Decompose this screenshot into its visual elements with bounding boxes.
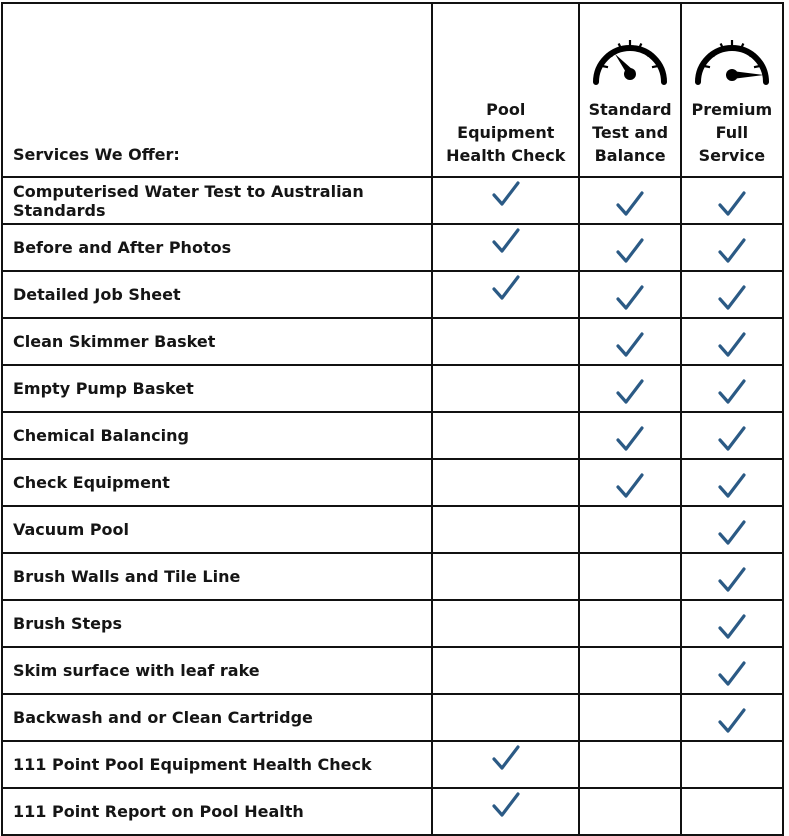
- service-name: Vacuum Pool: [2, 506, 432, 553]
- plan-header-premium: [681, 3, 783, 177]
- service-name: 111 Point Pool Equipment Health Check: [2, 741, 432, 788]
- checkmark-icon: [616, 332, 644, 358]
- plan-label-line: Health Check: [446, 146, 566, 165]
- plan-cell: [681, 694, 783, 741]
- checkmark-icon: [616, 426, 644, 452]
- services-heading: [2, 3, 432, 177]
- plan-cell: [681, 647, 783, 694]
- service-name: Detailed Job Sheet: [2, 271, 432, 318]
- table-row: [2, 318, 783, 365]
- plan-cell: [681, 365, 783, 412]
- plan-cell: [681, 177, 783, 224]
- checkmark-icon: [718, 379, 746, 405]
- plan-cell: [579, 647, 680, 694]
- checkmark-icon: [718, 661, 746, 687]
- plan-label-line: Standard: [588, 100, 672, 119]
- service-name: Check Equipment: [2, 459, 432, 506]
- plan-cell: [681, 741, 783, 788]
- plan-cell: [579, 365, 680, 412]
- plan-cell: [432, 600, 579, 647]
- plan-cell: [432, 365, 579, 412]
- plan-cell: [432, 318, 579, 365]
- table-row: [2, 506, 783, 553]
- gauge-max-icon: [690, 32, 774, 92]
- plan-cell: [579, 694, 680, 741]
- plan-cell: [681, 224, 783, 271]
- service-name: Before and After Photos: [2, 224, 432, 271]
- table-row: [2, 600, 783, 647]
- plan-label-line: Test and: [592, 123, 669, 142]
- plan-cell: [432, 177, 579, 224]
- plan-cell: [681, 271, 783, 318]
- service-name: Computerised Water Test to Australian Standards: [2, 177, 432, 224]
- service-name: 111 Point Report on Pool Health: [2, 788, 432, 835]
- checkmark-icon: [492, 181, 520, 207]
- checkmark-icon: [718, 473, 746, 499]
- plan-cell: [432, 506, 579, 553]
- table-row: [2, 412, 783, 459]
- checkmark-icon: [492, 792, 520, 818]
- plan-cell: [579, 177, 680, 224]
- table-row: [2, 271, 783, 318]
- checkmark-icon: [616, 238, 644, 264]
- checkmark-icon: [492, 745, 520, 771]
- service-rows: [2, 177, 783, 835]
- plan-header-standard: [579, 3, 680, 177]
- checkmark-icon: [718, 520, 746, 546]
- plan-cell: [432, 459, 579, 506]
- table-row: [2, 224, 783, 271]
- plan-header-health-check: [432, 3, 579, 177]
- service-name: Skim surface with leaf rake: [2, 647, 432, 694]
- plan-cell: [432, 553, 579, 600]
- plan-cell: [681, 459, 783, 506]
- plan-cell: [579, 600, 680, 647]
- plan-cell: [432, 694, 579, 741]
- checkmark-icon: [616, 473, 644, 499]
- plan-cell: [681, 788, 783, 835]
- checkmark-icon: [616, 379, 644, 405]
- gauge-mid-icon: [588, 32, 672, 92]
- table-row: [2, 177, 783, 224]
- table-row: [2, 553, 783, 600]
- plan-cell: [432, 647, 579, 694]
- checkmark-icon: [718, 567, 746, 593]
- plan-cell: [579, 412, 680, 459]
- service-name: Chemical Balancing: [2, 412, 432, 459]
- checkmark-icon: [492, 228, 520, 254]
- table-row: [2, 788, 783, 835]
- plan-cell: [579, 271, 680, 318]
- plan-cell: [681, 600, 783, 647]
- checkmark-icon: [718, 238, 746, 264]
- plan-cell: [579, 788, 680, 835]
- plan-cell: [579, 741, 680, 788]
- checkmark-icon: [718, 708, 746, 734]
- service-name: Brush Steps: [2, 600, 432, 647]
- plan-cell: [681, 553, 783, 600]
- table-row: [2, 365, 783, 412]
- services-heading-label: Services We Offer:: [13, 145, 180, 164]
- service-name: Brush Walls and Tile Line: [2, 553, 432, 600]
- checkmark-icon: [616, 191, 644, 217]
- plan-cell: [432, 412, 579, 459]
- plan-cell: [432, 224, 579, 271]
- checkmark-icon: [492, 275, 520, 301]
- service-name: Empty Pump Basket: [2, 365, 432, 412]
- plan-label-line: Service: [698, 146, 766, 165]
- plan-cell: [681, 318, 783, 365]
- plan-label-line: Premium: [691, 100, 773, 119]
- table-row: [2, 694, 783, 741]
- plan-cell: [579, 224, 680, 271]
- plan-cell: [579, 459, 680, 506]
- header-row: [2, 3, 783, 177]
- plan-cell: [681, 412, 783, 459]
- checkmark-icon: [718, 191, 746, 217]
- plan-cell: [579, 318, 680, 365]
- plan-label-line: Full: [715, 123, 749, 142]
- plan-cell: [432, 271, 579, 318]
- plan-cell: [432, 788, 579, 835]
- table-row: [2, 459, 783, 506]
- plan-cell: [579, 553, 680, 600]
- plan-cell: [681, 506, 783, 553]
- table-row: [2, 647, 783, 694]
- plan-label-line: Balance: [594, 146, 666, 165]
- services-comparison-table: [1, 2, 784, 836]
- plan-label-line: Pool Equipment: [457, 100, 555, 142]
- plan-cell: [579, 506, 680, 553]
- table-row: [2, 741, 783, 788]
- checkmark-icon: [718, 332, 746, 358]
- service-name: Backwash and or Clean Cartridge: [2, 694, 432, 741]
- checkmark-icon: [616, 285, 644, 311]
- service-name: Clean Skimmer Basket: [2, 318, 432, 365]
- plan-cell: [432, 741, 579, 788]
- checkmark-icon: [718, 285, 746, 311]
- checkmark-icon: [718, 614, 746, 640]
- checkmark-icon: [718, 426, 746, 452]
